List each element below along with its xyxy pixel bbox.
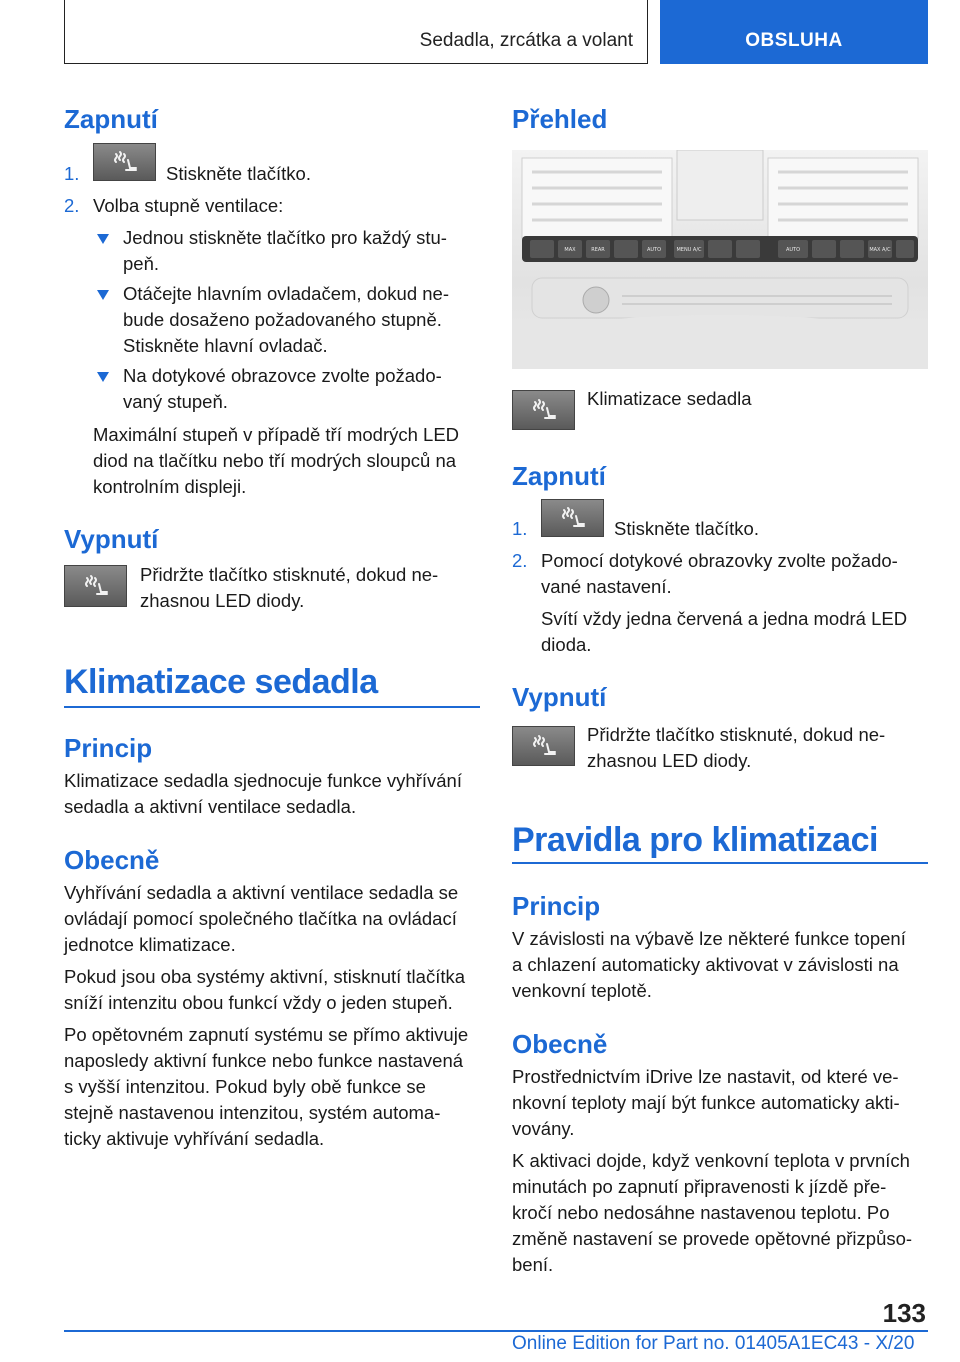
obecne-right-p1-line-2: nkovní teploty mají být funkce automaticky akti- <box>512 1092 900 1113</box>
bullet-1-line-1: Jednou stiskněte tlačítko pro každý stu- <box>123 227 447 248</box>
bullet-1-line-2: peň. <box>123 253 160 274</box>
seat-climate-button-icon <box>512 726 575 766</box>
obecne-left-p3-line-1: Po opětovném zapnutí systému se přímo aktivuje <box>64 1024 469 1045</box>
obecne-right-p2-line-3: kročí nebo nedosáhne nastavenou teplotu. Po <box>512 1202 890 1223</box>
page-number: 133 <box>882 1298 926 1328</box>
seat-climate-button-icon <box>541 499 604 537</box>
climate-panel-illustration <box>512 150 928 369</box>
footer-rule <box>64 1330 928 1332</box>
heading-vypnuti-left: Vypnutí <box>64 524 159 554</box>
heading-rule <box>64 706 480 708</box>
obecne-left-p2-line-1: Pokud jsou oba systémy aktivní, stisknutí tlačítka <box>64 966 466 987</box>
seat-climate-button-icon <box>512 390 575 430</box>
princip-right-line-3: venkovní teplotě. <box>512 980 652 1001</box>
step-2-number: 2. <box>512 550 528 571</box>
heading-klimatizace-sedadla: Klimatizace sedadla <box>64 663 378 701</box>
seat-climate-icon <box>560 506 586 530</box>
princip-left-line-1: Klimatizace sedadla sjednocuje funkce vyhřívání <box>64 770 462 791</box>
heading-vypnuti-right: Vypnutí <box>512 682 607 712</box>
bullet-2-line-3: Stiskněte hlavní ovladač. <box>123 335 328 356</box>
heading-princip-right: Princip <box>512 891 601 921</box>
vypnuti-right-line-2: zhasnou LED diody. <box>587 750 752 771</box>
vypnuti-right-line-1: Přidržte tlačítko stisknuté, dokud ne- <box>587 724 886 745</box>
princip-right-line-2: a chlazení automaticky aktivovat v závislosti na <box>512 954 899 975</box>
page-header <box>64 0 928 64</box>
bullet-2-line-1: Otáčejte hlavním ovladačem, dokud ne- <box>123 283 449 304</box>
bullet-3-line-1: Na dotykové obrazovce zvolte požado- <box>123 365 442 386</box>
note-line-2: dioda. <box>541 634 592 655</box>
seat-climate-button-icon <box>64 565 127 607</box>
seat-climate-icon <box>531 398 557 422</box>
panel-label-auto-2: AUTO <box>785 247 801 253</box>
obecne-right-p2-line-5: bení. <box>512 1254 554 1275</box>
step-2-text: Volba stupně ventilace: <box>93 195 284 216</box>
step-2-line-1: Pomocí dotykové obrazovky zvolte požado- <box>541 550 898 571</box>
triangle-bullet-icon <box>97 372 109 382</box>
bullet-3-line-2: vaný stupeň. <box>123 391 228 412</box>
panel-label-max: MAX <box>564 247 576 253</box>
header-chapter-label: OBSLUHA <box>745 30 843 51</box>
vypnuti-left-line-2: zhasnou LED diody. <box>140 590 305 611</box>
princip-left-line-2: sedadla a aktivní ventilace sedadla. <box>64 796 357 817</box>
obecne-left-p1-line-2: ovládají pomocí společného tlačítka na ovládací <box>64 908 457 929</box>
obecne-left-p3-line-4: stejně nastavenou intenzitou, systém automa- <box>64 1102 441 1123</box>
step-2-number: 2. <box>64 195 80 216</box>
panel-label-max-ac: MAX A/C <box>869 247 891 253</box>
step-1-number: 1. <box>64 163 80 184</box>
climate-control-panel-photo <box>512 150 928 369</box>
heading-obecne-right: Obecně <box>512 1029 608 1059</box>
heading-zapnuti-right: Zapnutí <box>512 461 606 491</box>
step-1-number: 1. <box>512 518 528 539</box>
bullet-2-line-2: bude dosaženo požadovaného stupně. <box>123 309 442 330</box>
panel-label-auto-1: AUTO <box>646 247 662 253</box>
triangle-bullet-icon <box>97 290 109 300</box>
note-line-2: diod na tlačítku nebo tří modrých sloupců na <box>93 450 457 471</box>
princip-right-line-1: V závislosti na výbavě lze některé funkce topení <box>512 928 906 949</box>
header-section-box <box>64 0 648 64</box>
obecne-right-p1-line-3: vovány. <box>512 1118 575 1139</box>
obecne-left-p3-line-3: s vyšší intenzitou. Pokud byly obě funkce se <box>64 1076 426 1097</box>
obecne-right-p2-line-2: minutách po zapnutí připravenosti k jízdě pře- <box>512 1176 887 1197</box>
heading-zapnuti-left: Zapnutí <box>64 104 158 134</box>
triangle-bullet-icon <box>97 234 109 244</box>
obecne-right-p1-line-1: Prostřednictvím iDrive lze nastavit, od které ve- <box>512 1066 899 1087</box>
heading-prehled: Přehled <box>512 104 608 134</box>
header-chapter-tab <box>660 0 928 64</box>
note-line-1: Maximální stupeň v případě tří modrých LED <box>93 424 460 445</box>
seat-climate-button-icon <box>93 143 156 181</box>
obecne-left-p1-line-3: jednotce klimatizace. <box>64 934 236 955</box>
note-line-3: kontrolním displeji. <box>93 476 247 497</box>
header-section-title: Sedadla, zrcátka a volant <box>419 30 633 51</box>
obecne-left-p3-line-2: naposledy aktivní funkce nebo funkce nastavená <box>64 1050 464 1071</box>
step-1-text: Stiskněte tlačítko. <box>614 518 759 539</box>
obecne-left-p2-line-2: sníží intenzitu obou funkcí vždy o jeden stupeň. <box>64 992 453 1013</box>
seat-climate-icon <box>83 574 109 598</box>
obecne-right-p2-line-1: K aktivaci dojde, když venkovní teplota v prvních <box>512 1150 910 1171</box>
panel-label-rear: REAR <box>591 247 605 253</box>
step-2-line-2: vané nastavení. <box>541 576 672 597</box>
obecne-left-p3-line-5: ticky aktivuje vyhřívání sedadla. <box>64 1128 325 1149</box>
heading-obecne-left: Obecně <box>64 845 160 875</box>
vypnuti-left-line-1: Přidržte tlačítko stisknuté, dokud ne- <box>140 564 439 585</box>
obecne-left-p1-line-1: Vyhřívání sedadla a aktivní ventilace sedadla se <box>64 882 459 903</box>
note-line-1: Svítí vždy jedna červená a jedna modrá LED <box>541 608 908 629</box>
heading-rule <box>512 862 928 864</box>
footer-edition: Online Edition for Part no. 01405A1EC43 - X/20 <box>512 1333 915 1354</box>
obecne-right-p2-line-4: změně nastavení se provede opětovné přizpůso- <box>512 1228 913 1249</box>
heading-pravidla-pro-klimatizaci: Pravidla pro klimatizaci <box>512 821 878 859</box>
seat-climate-icon <box>112 150 138 174</box>
step-1-text: Stiskněte tlačítko. <box>166 163 311 184</box>
seat-climate-icon <box>531 734 557 758</box>
panel-label-menu-ac: MENU A/C <box>676 247 702 253</box>
photo-caption: Klimatizace sedadla <box>587 388 752 409</box>
heading-princip-left: Princip <box>64 733 153 763</box>
